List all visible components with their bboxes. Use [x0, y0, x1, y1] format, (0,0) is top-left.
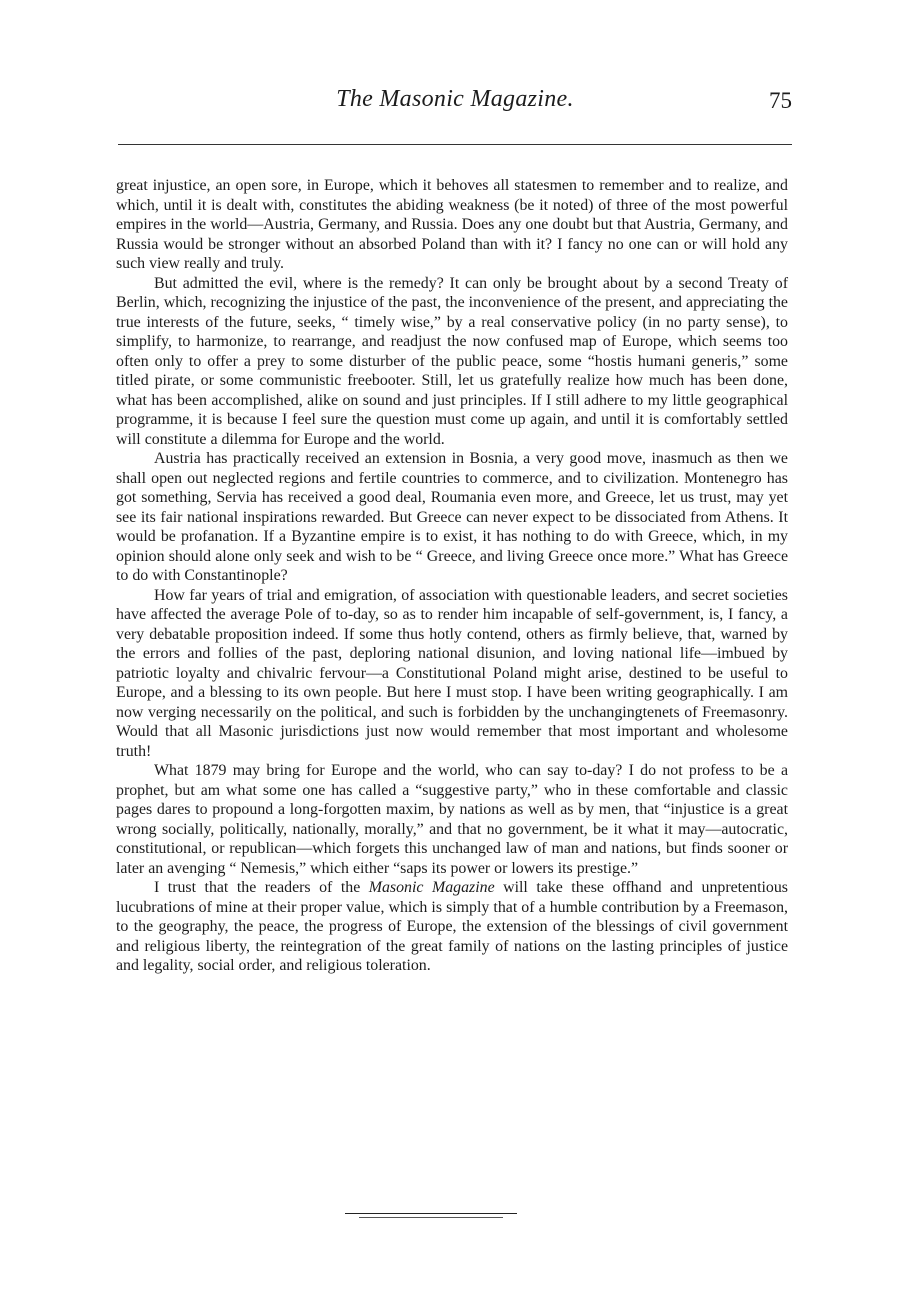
article-body [116, 176, 788, 976]
paragraph-1879: What 1879 may bring for Europe and the world, who can say to-day? I do not profess to be a prophet, but am what some one has called a “suggestive party,” who in these comfortable and classic pages dares to propound a long-forgotten maxim, by nations as well as by men, that “injustice is a great wrong socially, politically, nationally, morally,” and that no government, be it what it may—autocratic, constitutional, or republican—which forgets this unchanged law of man and nations, but finds sooner or later an avenging “ Nemesis,” which either “saps its power or lowers its prestige.” [116, 762, 788, 877]
paragraph-closing [116, 878, 788, 976]
paragraph-remedy: But admitted the evil, where is the remedy? It can only be brought about by a second Treaty of Berlin, which, recognizing the injustice of the past, the inconvenience of the present, and appreciating the true interests of the future, seeks, “ timely wise,” by a real conservative policy (in no party sense), to simplify, to harmonize, to rearrange, and readjust the now confused map of Europe, which seems too often only to offer a prey to some disturber of the public peace, some “hostis humani generis,” some titled pirate, or some communistic freebooter. Still, let us gratefully realize how much has been done, what has been accomplished, alike on sound and just principles. If I still adhere to my little geographical programme, it is because I feel sure the question must come up again, and until it is comfortably settled will constitute a dilemma for Europe and the world. [116, 274, 788, 448]
running-head [118, 86, 792, 116]
page-number: 75 [769, 88, 792, 113]
paragraph-continued: great injustice, an open sore, in Europe, which it behoves all statesmen to remember and to realize, and which, until it is dealt with, constitutes the abiding weakness (be it noted) of three of the most powerful empires in the world—Austria, Germany, and Russia. Does any one doubt but that Austria, Germany, and Russia would be stronger without an absorbed Poland than with it? I fancy no one can or will hold any such view really and truly. [116, 177, 788, 272]
paragraph-austria: Austria has practically received an extension in Bosnia, a very good move, inasmuch as then we shall open out neglected regions and fertile countries to commerce, and to civilization. Montenegro has got something, Servia has received a good deal, Roumania even more, and Greece, let us trust, may yet see its fair national inspirations rewarded. But Greece can never expect to be dissociated from Athens. It would be profanation. If a Byzantine empire is to exist, it has nothing to do with Greece, which, in my opinion should alone only seek and wish to be “ Greece, and living Greece once more.” What has Greece to do with Constantinople? [116, 450, 788, 584]
end-rule-lower [359, 1217, 503, 1218]
end-ornament-rule [345, 1213, 517, 1219]
closing-text-end: will take these offhand and unpretentious lucubrations of mine at their proper value, which is simply that of a humble contribution by a Freemason, to the geography, the peace, the progress of Europe, the extension of the blessings of civil government and religious liberty, the reintegration of the great family of nations on the lasting principles of justice and legality, social order, and religious toleration. [116, 879, 788, 974]
magazine-title-reference: Masonic Magazine [368, 879, 495, 896]
closing-text-start: I trust that the readers of the [154, 879, 369, 896]
journal-title: The Masonic Magazine. [336, 86, 574, 112]
header-rule [118, 144, 792, 145]
paragraph-pole: How far years of trial and emigration, of association with questionable leaders, and secret societies have affected the average Pole of to-day, so as to render him incapable of self-government, is, I fancy, a very debatable proposition indeed. If some thus hotly contend, others as firmly believe, that, warned by the errors and follies of the past, deploring national disunion, and loving national life—imbued by patriotic loyalty and chivalric fervour—a Constitutional Poland might arise, destined to be useful to Europe, and a blessing to its own people. But here I must stop. I have been writing geographically. I am now verging necessarily on the political, and such is forbidden by the unchangingtenets of Freemasonry. Would that all Masonic jurisdictions just now would remember that most important and wholesome truth! [116, 586, 788, 760]
end-rule-upper [345, 1213, 517, 1214]
